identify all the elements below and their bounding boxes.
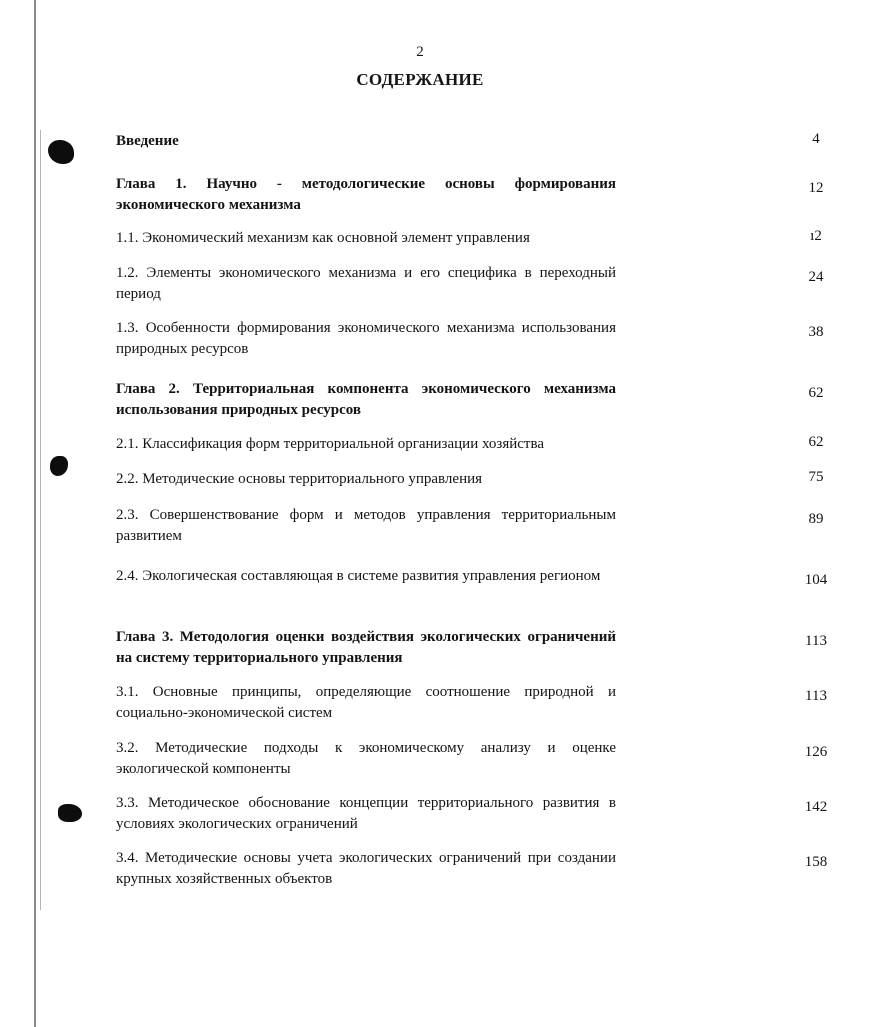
toc-entry-text: 3.2. Методические подходы к экономическому анализу и оценке экологической компоненты [116, 740, 616, 777]
toc-entry-page: 89 [808, 511, 824, 527]
toc-entry-section-3-3[interactable] [116, 793, 828, 835]
page-number: 2 [416, 44, 424, 60]
toc-entry-section-2-3[interactable] [116, 505, 824, 547]
toc-entry-page: 104 [804, 572, 828, 588]
toc-entry-text: 3.4. Методические основы учета экологических ограничений при создании крупных хозяйственных объектов [116, 850, 616, 887]
toc-entry-section-2-1[interactable] [116, 434, 824, 455]
toc-entry-introduction[interactable] [116, 131, 820, 152]
toc-entry-page: 158 [804, 854, 828, 870]
toc-entry-text: 2.1. Классификация форм территориальной организации хозяйства [116, 436, 545, 452]
toc-entry-text: 1.1. Экономический механизм как основной элемент управления [116, 230, 530, 246]
toc-entry-section-1-3[interactable] [116, 318, 824, 360]
toc-entry-section-3-4[interactable] [116, 848, 828, 890]
toc-entry-text: 3.3. Методическое обоснование концепции территориального развития в условиях экологических ограничений [116, 795, 616, 832]
toc-entry-text: Глава 3. Методология оценки воздействия экологических ограничений на систему территориального управления [116, 629, 616, 666]
toc-entry-page: 4 [812, 131, 820, 147]
scan-edge-line [34, 0, 36, 1027]
toc-entry-page: 38 [808, 324, 824, 340]
toc-entry-section-3-1[interactable] [116, 682, 827, 724]
scan-blot [58, 804, 82, 822]
toc-entry-section-3-2[interactable] [116, 738, 828, 780]
scan-blot [48, 140, 74, 164]
toc-entry-chapter-1[interactable] [116, 174, 824, 216]
toc-entry-text: 3.1. Основные принципы, определяющие соотношение природной и социально-экономической систем [116, 684, 616, 721]
toc-entry-text: 2.3. Совершенствование форм и методов управления территориальным развитием [116, 507, 616, 544]
toc-entry-page: ı2 [810, 228, 822, 244]
scan-blot [50, 456, 68, 476]
page-title: СОДЕРЖАНИЕ [356, 70, 484, 89]
toc-entry-text: Глава 1. Научно - методологические основы формирования экономического механизма [116, 176, 616, 213]
toc-entry-chapter-3[interactable] [116, 627, 827, 669]
toc-entry-section-1-2[interactable] [116, 263, 824, 305]
toc-entry-page: 126 [804, 744, 828, 760]
toc-entry-page: 75 [808, 469, 824, 485]
toc-entry-text: 2.4. Экологическая составляющая в системе развития управления регионом [116, 568, 601, 584]
toc-entry-text: 1.3. Особенности формирования экономического механизма использования природных ресурсов [116, 320, 616, 357]
toc-entry-section-2-4[interactable] [116, 566, 828, 588]
toc-entry-page: 62 [808, 385, 824, 401]
toc-entry-text: Глава 2. Территориальная компонента экономического механизма использования природных ресурсов [116, 381, 616, 418]
scan-edge-line [40, 130, 41, 910]
toc-entry-section-1-1[interactable] [116, 228, 822, 249]
toc-entry-page: 113 [805, 633, 827, 649]
toc-entry-section-2-2[interactable] [116, 469, 824, 490]
toc-entry-page: 113 [805, 688, 827, 704]
toc-entry-chapter-2[interactable] [116, 379, 824, 421]
toc-entry-text: 2.2. Методические основы территориального управления [116, 471, 483, 487]
toc-entry-text: 1.2. Элементы экономического механизма и его специфика в переходный период [116, 265, 616, 302]
toc-entry-page: 142 [804, 799, 828, 815]
toc-entry-text: Введение [116, 133, 179, 149]
toc-entry-page: 12 [808, 180, 824, 196]
toc-entry-page: 24 [808, 269, 824, 285]
toc-entry-page: 62 [808, 434, 824, 450]
